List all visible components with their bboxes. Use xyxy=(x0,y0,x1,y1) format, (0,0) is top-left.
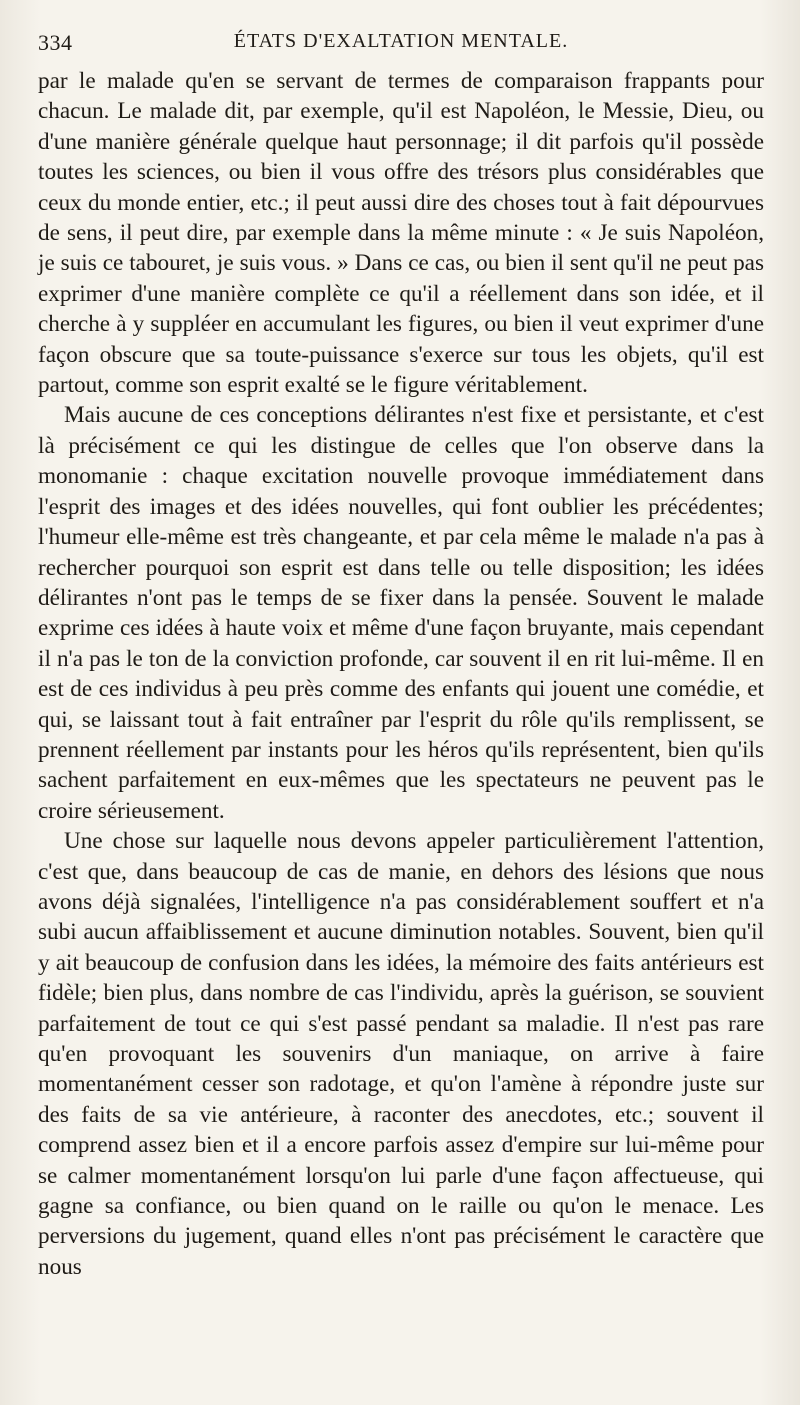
paragraph-3: Une chose sur laquelle nous devons appeler particulièrement l'attention, c'est que, dans beaucoup de cas de manie, en dehors des lésions que nous avons déjà signalées, l'intelligence n'a pas considérablement souffert et n'a subi aucun affaiblissement et aucune diminution notables. Souvent, bien qu'il y ait beaucoup de confusion dans les idées, la mémoire des faits antérieurs est fidèle; bien plus, dans nombre de cas l'individu, après la guérison, se souvient parfaitement de tout ce qui s'est passé pendant sa maladie. Il n'est pas rare qu'en provoquant les souvenirs d'un maniaque, on arrive à faire momentanément cesser son radotage, et qu'on l'amène à répondre juste sur des faits de sa vie antérieure, à raconter des anecdotes, etc.; souvent il comprend assez bien et il a encore parfois assez d'empire sur lui-même pour se calmer momentanément lorsqu'on lui parle d'une façon affectueuse, qui gagne sa confiance, ou bien quand on le raille ou qu'on le menace. Les perversions du jugement, quand elles n'ont pas précisément le caractère que nous xyxy=(38,828,764,1280)
running-title: ÉTATS D'EXALTATION MENTALE. xyxy=(233,30,569,52)
running-head xyxy=(38,30,764,66)
body-text xyxy=(38,66,764,1282)
page-number: 334 xyxy=(38,30,73,55)
paragraph-1: par le malade qu'en se servant de termes de comparaison frappants pour chacun. Le malade dit, par exemple, qu'il est Napoléon, le Messie, Dieu, ou d'une manière générale quelque haut personnage; il dit parfois qu'il possède toutes les sciences, ou bien il vous offre des trésors plus considérables que ceux du monde entier, etc.; il peut aussi dire des choses tout à fait dépourvues de sens, il peut dire, par exemple dans la même minute : « Je suis Napoléon, je suis ce tabouret, je suis vous. » Dans ce cas, ou bien il sent qu'il ne peut pas exprimer d'une manière complète ce qu'il a réellement dans son idée, et il cherche à y suppléer en accumulant les figures, ou bien il veut exprimer d'une façon obscure que sa toute-puissance s'exerce sur tous les objets, qu'il est partout, comme son esprit exalté se le figure véritablement. xyxy=(38,68,764,399)
paragraph-2: Mais aucune de ces conceptions délirantes n'est fixe et persistante, et c'est là précisément ce qui les distingue de celles que l'on observe dans la monomanie : chaque excitation nouvelle provoque immédiatement dans l'esprit des images et des idées nouvelles, qui font oublier les précédentes; l'humeur elle-même est très changeante, et par cela même le malade n'a pas à rechercher pourquoi son esprit est dans telle ou telle disposition; les idées délirantes n'ont pas le temps de se fixer dans la pensée. Souvent le malade exprime ces idées à haute voix et même d'une façon bruyante, mais cependant il n'a pas le ton de la conviction profonde, car souvent il en rit lui-même. Il en est de ces individus à peu près comme des enfants qui jouent une comédie, et qui, se laissant tout à fait entraîner par l'esprit du rôle qu'ils remplissent, se prennent réellement par instants pour les héros qu'ils représentent, bien qu'ils sachent parfaitement en eux-mêmes que les spectateurs ne peuvent pas le croire sérieusement. xyxy=(38,402,764,824)
